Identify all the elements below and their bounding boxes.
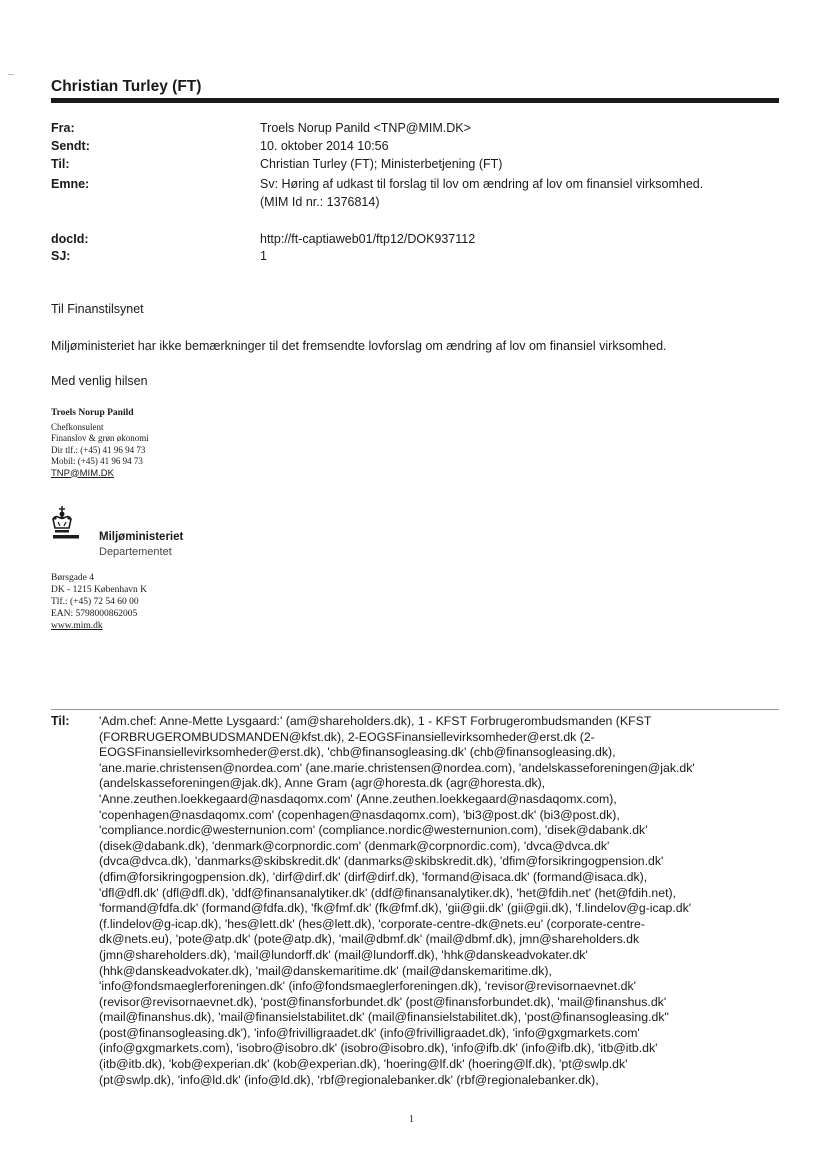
- recipient-line: (FORBRUGEROMBUDSMANDEN@kfst.dk), 2-EOGSFinansiellevirksomheder@erst.dk (2-: [99, 729, 595, 744]
- signature: [51, 408, 149, 479]
- message: Miljøministeriet har ikke bemærkninger til det fremsendte lovforslag om ændring af lov om finansiel virksomhed.: [51, 339, 667, 353]
- header-value: Christian Turley (FT); Ministerbetjening (FT): [260, 157, 503, 171]
- signature-role: Chefkonsulent: [51, 421, 104, 432]
- header-value: http://ft-captiaweb01/ftp12/DOK937112: [260, 232, 476, 246]
- header-label: docId:: [51, 232, 89, 246]
- header-label: Emne:: [51, 177, 90, 191]
- address-phone: Tlf.: (+45) 72 54 60 00: [51, 597, 139, 607]
- recipient-line: 'Adm.chef: Anne-Mette Lysgaard:' (am@shareholders.dk), 1 - KFST Forbrugerombudsmanden (KFST: [99, 714, 652, 728]
- recipient-line: (disek@dabank.dk), 'denmark@corpnordic.com' (denmark@corpnordic.com), 'dvca@dvca.dk': [99, 838, 610, 853]
- header-value: 1: [260, 249, 267, 263]
- crown-icon: [51, 503, 93, 545]
- closing: Med venlig hilsen: [51, 374, 148, 388]
- header-label: SJ:: [51, 249, 71, 263]
- recipient-line: (dfim@forsikringogpension.dk), 'dirf@dirf.dk' (dirf@dirf.dk), 'formand@isaca.dk' (formand@isaca.dk),: [99, 869, 648, 884]
- recipient-line: (post@finansogleasing.dk'), 'info@frivilligraadet.dk' (info@frivilligraadet.dk), 'info@gxgmarkets.com': [99, 1025, 640, 1040]
- recipient-line: (revisor@revisornaevnet.dk), 'post@finansforbundet.dk' (post@finansforbundet.dk), 'mail@finanshus.dk': [99, 994, 667, 1009]
- page-number: 1: [409, 1114, 414, 1125]
- recipient-line: 'dfl@dfl.dk' (dfl@dfl.dk), 'ddf@finansanalytiker.dk' (ddf@finansanalytiker.dk), 'het@fdih.net' (het@fdih.net),: [99, 885, 677, 900]
- signature-mobile: Mobil: (+45) 41 96 94 73: [51, 456, 143, 466]
- recipient-line: dk@nets.eu), 'pote@atp.dk' (pote@atp.dk), 'mail@dbmf.dk' (mail@dbmf.dk), jmn@shareholders.dk: [99, 932, 640, 947]
- address-ean: EAN: 5798000862005: [51, 609, 138, 619]
- header-value: Troels Norup Panild <TNP@MIM.DK>: [260, 121, 471, 135]
- recipient-line: 'info@fondsmaeglerforeningen.dk' (info@fondsmaeglerforeningen.dk), 'revisor@revisornaevnet.dk': [99, 979, 636, 994]
- page-title: Christian Turley (FT): [51, 78, 202, 95]
- ministry-block: [99, 530, 183, 560]
- header-value: Sv: Høring af udkast til forslag til lov om ændring af lov om finansiel virksomhed.: [260, 177, 704, 191]
- recipient-line: (jmn@shareholders.dk), 'mail@lundorff.dk' (mail@lundorff.dk), 'hhk@danskeadvokater.dk': [99, 947, 588, 962]
- recipient-line: (pt@swlp.dk), 'info@ld.dk' (info@ld.dk), 'rbf@regionalebanker.dk' (rbf@regionalebanker.dk),: [99, 1072, 599, 1087]
- recipient-line: (info@gxgmarkets.com), 'isobro@isobro.dk' (isobro@isobro.dk), 'info@ifb.dk' (info@ifb.dk), 'itb@itb.dk': [99, 1041, 658, 1056]
- recipient-line: (f.lindelov@g-icap.dk), 'hes@lett.dk' (hes@lett.dk), 'corporate-centre-dk@nets.eu' (corporate-centre-: [99, 916, 645, 931]
- signature-dir-phone: Dir tlf.: (+45) 41 96 94 73: [51, 444, 146, 455]
- recipient-line: EOGSFinansiellevirksomheder@erst.dk), 'chb@finansogleasing.dk' (chb@finansogleasing.dk),: [99, 745, 616, 760]
- header-label: Til:: [51, 157, 70, 171]
- recipient-line: 'formand@fdfa.dk' (formand@fdfa.dk), 'fk@fmf.dk' (fk@fmf.dk), 'gii@gii.dk' (gii@gii.dk), 'f.lindelov@g-icap.dk': [99, 901, 692, 916]
- header-value-cont: (MIM Id nr.: 1376814): [260, 195, 380, 209]
- recipient-line: (hhk@danskeadvokater.dk), 'mail@danskemaritime.dk' (mail@danskemaritime.dk),: [99, 963, 552, 978]
- ministry-name: Miljøministeriet: [99, 531, 184, 543]
- header-value: 10. oktober 2014 10:56: [260, 139, 389, 153]
- signature-name: Troels Norup Panild: [51, 408, 134, 418]
- recipients-rule: [51, 709, 779, 710]
- title-rule: [51, 98, 779, 103]
- signature-email-link[interactable]: TNP@MIM.DK: [51, 467, 114, 479]
- website-link[interactable]: www.mim.dk: [51, 621, 103, 631]
- header-label: Fra:: [51, 121, 75, 135]
- address-block: [51, 572, 147, 632]
- recipient-line: 'Anne.zeuthen.loekkegaard@nasdaqomx.com' (Anne.zeuthen.loekkegaard@nasdaqomx.com),: [99, 791, 617, 806]
- recipient-line: 'copenhagen@nasdaqomx.com' (copenhagen@nasdaqomx.com), 'bi3@post.dk' (bi3@post.dk),: [99, 807, 620, 822]
- recipient-line: (dvca@dvca.dk), 'danmarks@skibskredit.dk' (danmarks@skibskredit.dk), 'dfim@forsikringogpension.dk': [99, 854, 664, 869]
- signature-dept: Finanslov & grøn økonomi: [51, 433, 149, 443]
- header-label: Sendt:: [51, 139, 90, 153]
- recipient-line: (mail@finanshus.dk), 'mail@finansielstabilitet.dk' (mail@finansielstabilitet.dk), 'post@finansogleasing.dk": [99, 1010, 669, 1025]
- address-city: DK - 1215 København K: [51, 585, 148, 595]
- recipient-line: 'compliance.nordic@westernunion.com' (compliance.nordic@westernunion.com), 'disek@dabank.dk': [99, 823, 648, 838]
- recipient-line: 'ane.marie.christensen@nordea.com' (ane.marie.christensen@nordea.com), 'andelskasseforeningen@jak.dk': [99, 760, 695, 775]
- scan-mark: [8, 74, 14, 75]
- address-street: Børsgade 4: [51, 573, 95, 583]
- recipient-line: (itb@itb.dk), 'kob@experian.dk' (kob@experian.dk), 'hoering@lf.dk' (hoering@lf.dk), 'pt@swlp.dk': [99, 1057, 628, 1072]
- recipients-label: Til:: [51, 714, 70, 728]
- recipient-line: (andelskasseforeningen@jak.dk), Anne Gram (agr@horesta.dk (agr@horesta.dk),: [99, 776, 546, 791]
- recipients-list: [99, 714, 781, 1088]
- ministry-dept: Departementet: [99, 546, 172, 558]
- greeting: Til Finanstilsynet: [51, 302, 144, 316]
